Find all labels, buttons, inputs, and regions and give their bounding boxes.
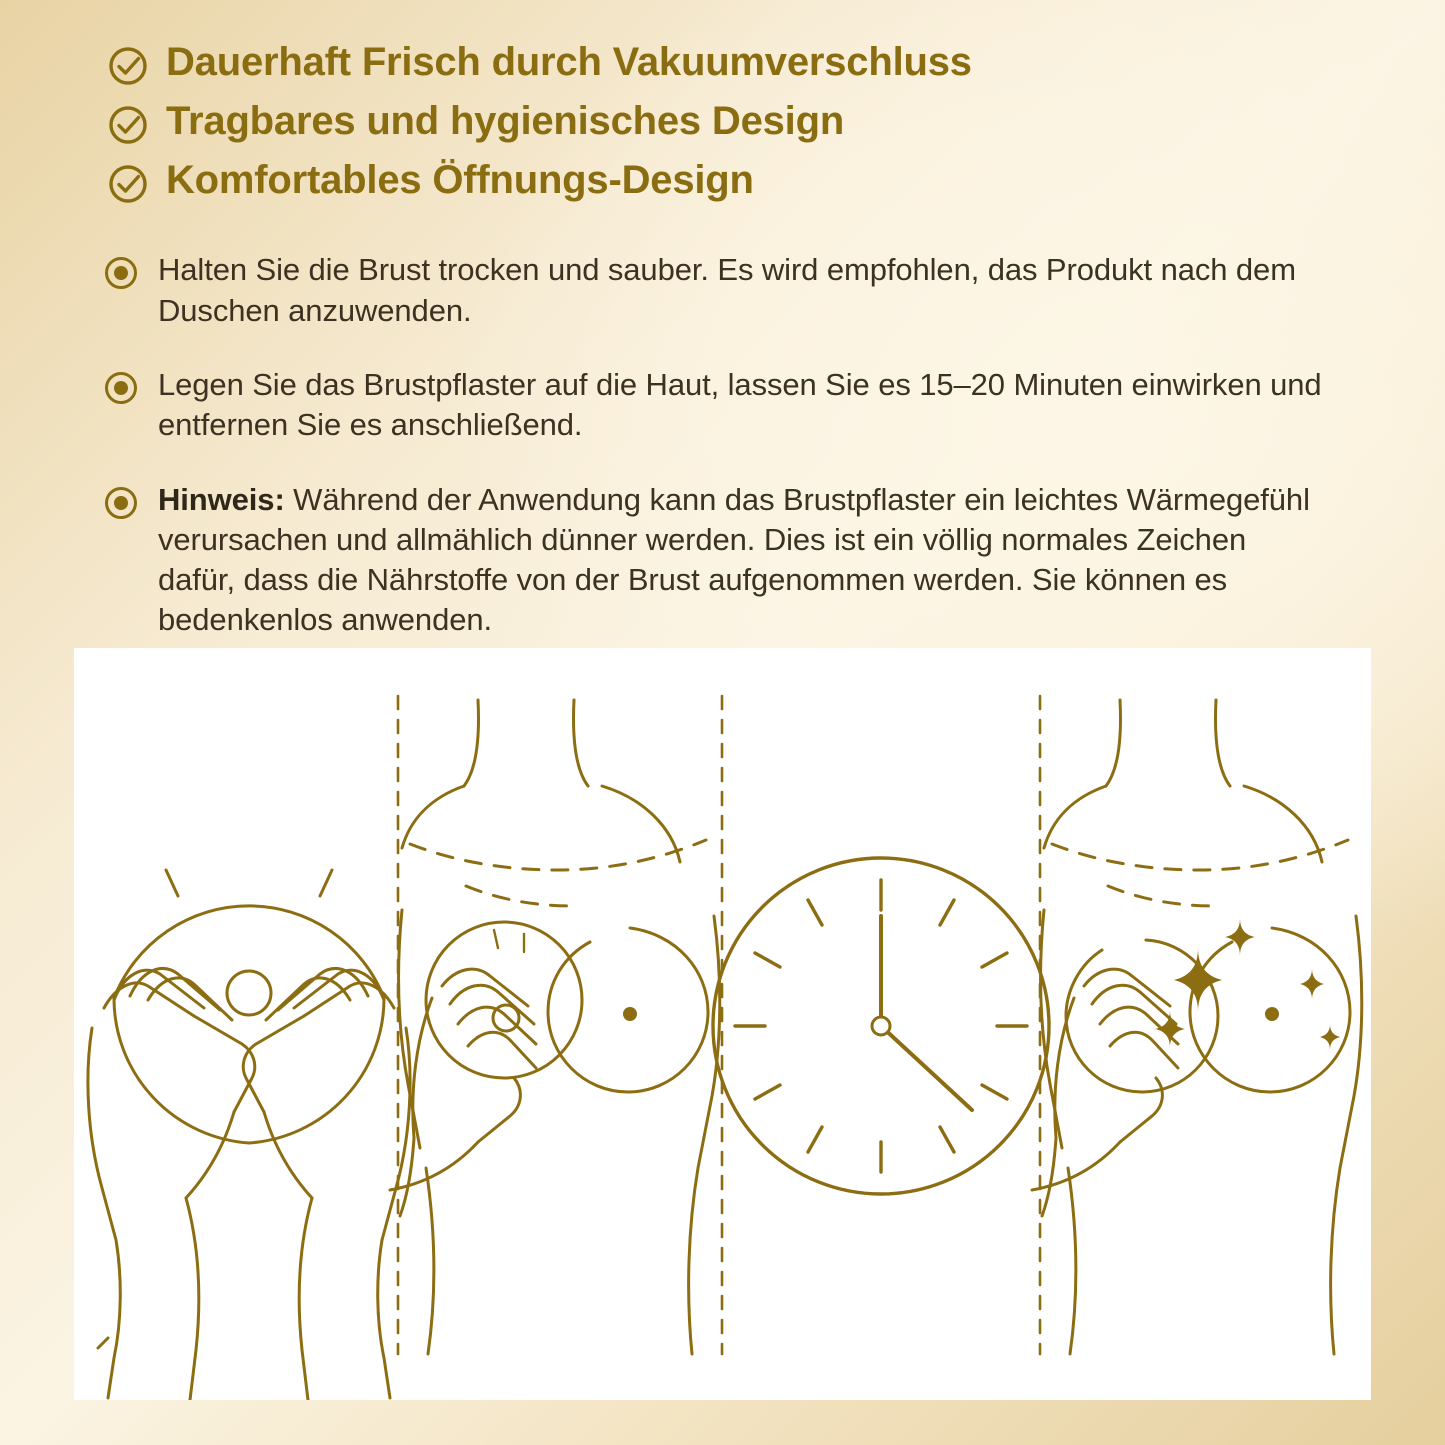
instruction-item [104,250,1325,331]
check-circle-icon [108,105,148,145]
instruction-note-lead: Hinweis: [158,481,285,517]
check-circle-icon [108,46,148,86]
instruction-note-text: Während der Anwendung kann das Brustpflaster ein leichtes Wärmegefühl verursachen und allmählich dünner werden. Dies ist ein völlig normales Zeichen dafür, dass die Nährstoffe von der Brust aufgenommen werden. Sie können es bedenkenlos anwenden. [158,481,1310,638]
instruction-text: Halten Sie die Brust trocken und sauber. Es wird empfohlen, das Produkt nach dem Duschen anzuwenden. [158,252,1296,328]
bullet-dot-icon [104,256,138,290]
feature-headline-text: Tragbares und hygienisches Design [166,98,845,143]
panel-3-clock [713,858,1049,1194]
bullet-dot-icon [104,371,138,405]
instruction-list [0,214,1445,640]
feature-headline-text: Dauerhaft Frisch durch Vakuumverschluss [166,40,972,84]
panel-1-graphics [88,870,410,1400]
instruction-item-note [104,480,1325,641]
feature-headline-list [0,0,1445,204]
feature-headline-item [108,156,1385,205]
panel-4-graphics [1032,700,1362,1354]
instruction-item [104,365,1325,446]
instruction-text: Legen Sie das Brustpflaster auf die Haut, lassen Sie es 15–20 Minuten einwirken und entfernen Sie es anschließend. [158,366,1322,443]
panel-2-graphics [390,700,720,1354]
feature-headline-text: Komfortables Öffnungs-Design [166,157,754,202]
instruction-note-block [158,480,1325,641]
bullet-dot-icon [104,486,138,520]
feature-headline-item [108,38,1385,87]
application-steps-illustration [74,648,1371,1400]
check-circle-icon [108,164,148,204]
feature-headline-item [108,97,1385,146]
